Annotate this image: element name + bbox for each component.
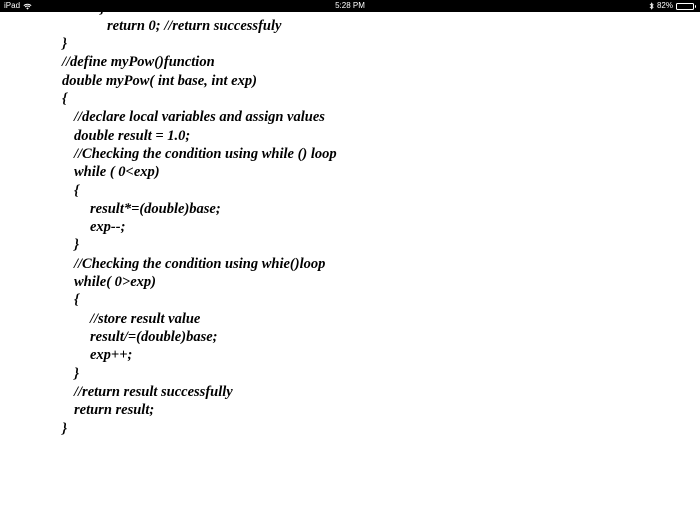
code-line-18: result/=(double)base;	[90, 329, 218, 345]
code-line-16: {	[74, 292, 80, 308]
code-line-17: //store result value	[90, 311, 201, 327]
partial-code-line	[100, 12, 130, 15]
code-line-21: //return result successfully	[74, 384, 233, 400]
code-line-5: {	[62, 91, 68, 107]
code-line-6: //declare local variables and assign values	[74, 109, 325, 125]
code-line-7: double result = 1.0;	[74, 128, 191, 144]
code-line-10: {	[74, 183, 80, 199]
battery-percentage: 82%	[656, 1, 673, 10]
code-line-20: }	[74, 366, 80, 382]
code-line-8: //Checking the condition using while () loop	[74, 146, 337, 162]
battery-icon	[676, 3, 696, 10]
device-name: iPad	[4, 1, 21, 10]
code-line-1: return 0; //return successfuly	[107, 18, 282, 34]
bluetooth-icon	[649, 2, 654, 10]
code-line-11: result*=(double)base;	[90, 201, 221, 217]
code-line-4: double myPow( int base, int exp)	[62, 73, 257, 89]
code-line-23: }	[62, 421, 68, 437]
code-line-14: //Checking the condition using whie()loop	[74, 256, 326, 272]
code-line-9: while ( 0<exp)	[74, 164, 160, 180]
code-line-22: return result;	[74, 402, 155, 418]
code-line-3: //define myPow()function	[62, 54, 215, 70]
code-line-19: exp++;	[90, 347, 133, 363]
status-time: 5:28 PM	[335, 1, 365, 10]
status-bar-right	[649, 0, 696, 12]
code-line-2: }	[62, 36, 68, 52]
code-line-15: while( 0>exp)	[74, 274, 156, 290]
code-line-13: }	[74, 237, 80, 253]
code-line-12: exp--;	[90, 219, 126, 235]
status-bar	[0, 0, 700, 12]
